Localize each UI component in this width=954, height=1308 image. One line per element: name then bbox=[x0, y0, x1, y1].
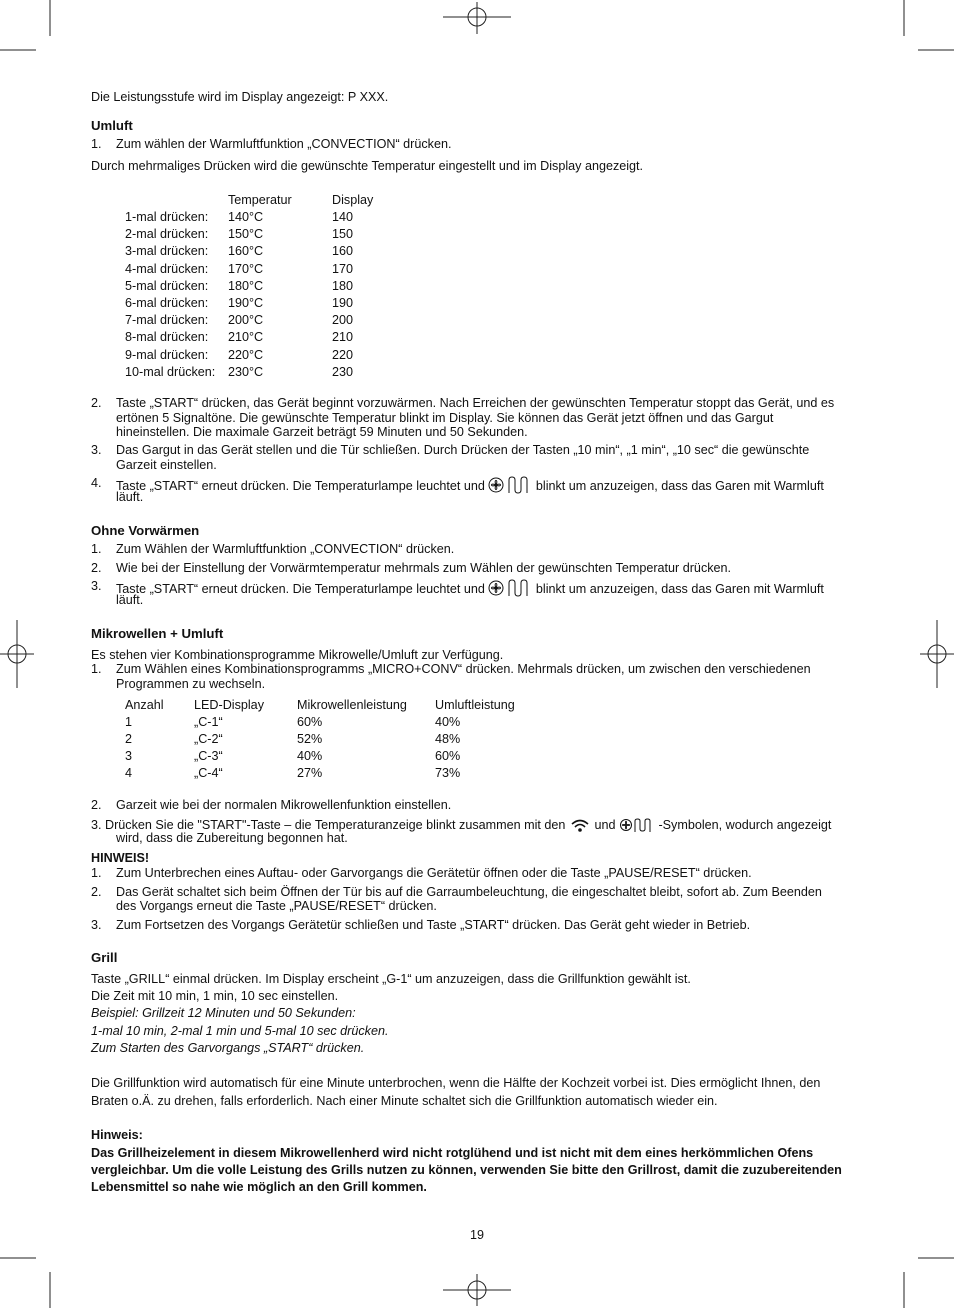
heading-grill: Grill bbox=[91, 950, 118, 965]
table-cell: 210°C bbox=[228, 330, 264, 345]
column-header: Anzahl bbox=[125, 698, 164, 712]
step-text: Zum Fortsetzen des Vorgangs Gerätetür schließen und Taste „START“ drücken. Das Gerät geht wieder in Betrieb. bbox=[116, 918, 751, 932]
step-text: des Vorgangs erneut die Taste „PAUSE/RESET“ drücken. bbox=[116, 899, 437, 913]
step-number: 1. bbox=[91, 866, 102, 880]
table-cell: 220 bbox=[332, 347, 354, 362]
step-number: 1. bbox=[91, 137, 102, 151]
step-text: wird, dass die Zubereitung begonnen hat. bbox=[116, 831, 348, 845]
table-cell: 170°C bbox=[228, 261, 264, 276]
table-cell: 190°C bbox=[228, 296, 264, 310]
table-cell: 230°C bbox=[228, 364, 264, 379]
step-text: Wie bei der Einstellung der Vorwärmtemperatur mehrmals zum Wählen der gewünschten Temperatur drücken. bbox=[116, 561, 732, 575]
step-text-part: blinkt um anzuzeigen, dass das Garen mit Warmluft bbox=[535, 479, 824, 493]
step-number: 3. bbox=[91, 579, 102, 593]
step-text: Garzeit einstellen. bbox=[116, 458, 217, 472]
table-cell: 180 bbox=[332, 278, 354, 293]
table-cell: 180°C bbox=[228, 278, 264, 293]
step-number: 3. bbox=[91, 443, 102, 457]
table-cell: 40% bbox=[435, 715, 461, 729]
step-text-part: -Symbolen, wodurch angezeigt bbox=[658, 818, 832, 832]
table-cell: 4-mal drücken: bbox=[125, 261, 209, 276]
step-number: 2. bbox=[91, 798, 102, 812]
notice-text: vergleichbar. Um die volle Leistung des Grills nutzen zu können, verwenden Sie bitte den Grillrost, damit die zuzubereitenden bbox=[91, 1163, 842, 1177]
table-cell: 73% bbox=[435, 766, 461, 780]
notice-text: Lebensmittel so nahe wie möglich an den Grill kommen. bbox=[91, 1180, 427, 1194]
step-number: 4. bbox=[91, 476, 102, 490]
table-cell: 190 bbox=[332, 296, 354, 310]
fan-heater-icon bbox=[488, 579, 532, 597]
step-number: 3. bbox=[91, 918, 102, 932]
table-cell: 7-mal drücken: bbox=[125, 313, 209, 328]
table-cell: 160°C bbox=[228, 244, 264, 259]
step-text: Zum Wählen eines Kombinationsprogramms „MICRO+CONV“ drücken. Mehrmals drücken, um zwischen den verschiedenen bbox=[116, 662, 811, 676]
step-text-part: blinkt um anzuzeigen, dass das Garen mit Warmluft bbox=[535, 582, 824, 596]
fan-heater-icon bbox=[488, 476, 532, 494]
notice-text: Das Grillheizelement in diesem Mikrowellenherd wird nicht rotglühend und ist nicht mit dem eines herkömmlichen Ofens bbox=[91, 1146, 814, 1160]
step-text-part: Taste „START“ erneut drücken. Die Temperaturlampe leuchtet und bbox=[116, 479, 485, 493]
step-number: 1. bbox=[91, 542, 102, 556]
table-cell: 150 bbox=[332, 227, 354, 242]
table-cell: 140°C bbox=[228, 210, 264, 224]
step-text: Zum Wählen der Warmluftfunktion „CONVECTION“ drücken. bbox=[116, 542, 455, 556]
paragraph: Durch mehrmaliges Drücken wird die gewünschte Temperatur eingestellt und im Display angezeigt. bbox=[91, 159, 644, 173]
microwave-icon bbox=[569, 817, 591, 833]
notice-label: Hinweis: bbox=[91, 1128, 143, 1142]
page-number: 19 bbox=[470, 1228, 485, 1242]
step-text: läuft. bbox=[116, 490, 144, 504]
step-text: Zum Unterbrechen eines Auftau- oder Garvorgangs die Gerätetür öffnen oder die Taste „PAUSE/RESET“ drücken. bbox=[116, 866, 752, 880]
table-cell: 160 bbox=[332, 244, 354, 259]
notice-label: HINWEIS! bbox=[91, 851, 150, 865]
intro-text: Die Leistungsstufe wird im Display angezeigt: P XXX. bbox=[91, 90, 389, 104]
step-text: läuft. bbox=[116, 593, 144, 607]
table-cell: 8-mal drücken: bbox=[125, 330, 209, 345]
table-cell: 2-mal drücken: bbox=[125, 227, 209, 242]
step-text: Das Gargut in das Gerät stellen und die Tür schließen. Durch Drücken der Tasten „10 min“, „1 min“, „10 sec“ die gewünschte bbox=[116, 443, 810, 457]
table-cell: 5-mal drücken: bbox=[125, 278, 209, 293]
example-text: Beispiel: Grillzeit 12 Minuten und 50 Sekunden: bbox=[91, 1006, 356, 1020]
table-cell: 1 bbox=[125, 715, 133, 729]
step-text: Das Gerät schaltet sich beim Öffnen der Tür bis auf die Garraumbeleuchtung, die eingeschaltet bleibt, sofort ab. Zum Beenden bbox=[116, 885, 822, 899]
paragraph: Die Grillfunktion wird automatisch für eine Minute unterbrochen, wenn die Hälfte der Kochzeit vorbei ist. Dies ermöglicht Ihnen, den bbox=[91, 1076, 821, 1090]
heading-mikrowellen-umluft: Mikrowellen + Umluft bbox=[91, 626, 224, 641]
table-cell: 3 bbox=[125, 749, 133, 763]
table-cell: 40% bbox=[297, 749, 323, 763]
table-cell: 60% bbox=[435, 749, 461, 763]
example-text: 1-mal 10 min, 2-mal 1 min und 5-mal 10 sec drücken. bbox=[91, 1024, 389, 1038]
fan-heater-icon bbox=[619, 817, 655, 833]
table-cell: „C-1“ bbox=[194, 715, 223, 729]
table-cell: 52% bbox=[297, 732, 323, 746]
step-text bbox=[116, 476, 824, 494]
column-header: Mikrowellenleistung bbox=[297, 698, 407, 712]
table-cell: „C-2“ bbox=[194, 732, 223, 746]
table-cell: 27% bbox=[297, 766, 323, 780]
table-cell: 150°C bbox=[228, 227, 264, 242]
table-cell: 3-mal drücken: bbox=[125, 244, 209, 259]
table-cell: 200°C bbox=[228, 313, 264, 328]
step-text-part: Taste „START“ erneut drücken. Die Temperaturlampe leuchtet und bbox=[116, 582, 485, 596]
step-text-part: und bbox=[594, 818, 616, 832]
step-text: Garzeit wie bei der normalen Mikrowellenfunktion einstellen. bbox=[116, 798, 452, 812]
heading-ohne-vorwaermen: Ohne Vorwärmen bbox=[91, 523, 200, 538]
table-cell: 2 bbox=[125, 732, 133, 746]
table-cell: 200 bbox=[332, 313, 354, 328]
column-header: LED-Display bbox=[194, 698, 264, 712]
table-cell: 1-mal drücken: bbox=[125, 210, 209, 224]
step-text: hineinstellen. Die maximale Garzeit beträgt 59 Minuten und 50 Sekunden. bbox=[116, 425, 528, 439]
table-cell: 170 bbox=[332, 261, 354, 276]
step-text: ertönen 5 Signaltöne. Die gewünschte Temperatur blinkt im Display. Sie können das Gerät jetzt öffnen und das Gargut bbox=[116, 411, 774, 425]
table-cell: 48% bbox=[435, 732, 461, 746]
column-header: Umluftleistung bbox=[435, 698, 515, 712]
table-cell: 220°C bbox=[228, 347, 264, 362]
paragraph: Braten o.Ä. zu drehen, falls erforderlich. Nach einer Minute schaltet sich die Grillfunktion automatisch wieder ein. bbox=[91, 1094, 718, 1108]
column-header: Temperatur bbox=[228, 193, 292, 207]
step-number: 2. bbox=[91, 885, 102, 899]
step-number: 1. bbox=[91, 662, 102, 676]
step-text: Zum wählen der Warmluftfunktion „CONVECTION“ drücken. bbox=[116, 137, 452, 151]
table-cell: 6-mal drücken: bbox=[125, 296, 209, 310]
column-header: Display bbox=[332, 193, 374, 207]
step-text-part: 3. Drücken Sie die "START"-Taste – die Temperaturanzeige blinkt zusammen mit den bbox=[91, 818, 566, 832]
paragraph: Die Zeit mit 10 min, 1 min, 10 sec einstellen. bbox=[91, 989, 339, 1003]
table-cell: „C-3“ bbox=[194, 749, 223, 763]
step-text: Programmen zu wechseln. bbox=[116, 677, 266, 691]
table-cell: 9-mal drücken: bbox=[125, 347, 209, 362]
table-cell: 230 bbox=[332, 364, 354, 379]
step-text: Taste „START“ drücken, das Gerät beginnt vorzuwärmen. Nach Erreichen der gewünschten Temperatur stoppt das Gerät, und es bbox=[116, 396, 835, 410]
heading-umluft: Umluft bbox=[91, 118, 133, 133]
table-cell: 140 bbox=[332, 210, 354, 224]
table-cell: 210 bbox=[332, 330, 354, 345]
table-cell: 4 bbox=[125, 766, 133, 780]
step-text bbox=[116, 579, 824, 597]
example-text: Zum Starten des Garvorgangs „START“ drücken. bbox=[91, 1041, 365, 1055]
paragraph: Taste „GRILL“ einmal drücken. Im Display erscheint „G-1“ um anzuzeigen, dass die Grillfunktion gewählt ist. bbox=[91, 972, 691, 986]
table-cell: 60% bbox=[297, 715, 323, 729]
table-cell: 10-mal drücken: bbox=[125, 364, 216, 379]
step-number: 2. bbox=[91, 396, 102, 410]
step-number: 2. bbox=[91, 561, 102, 575]
paragraph: Es stehen vier Kombinationsprogramme Mikrowelle/Umluft zur Verfügung. bbox=[91, 648, 504, 662]
table-cell: „C-4“ bbox=[194, 766, 223, 780]
